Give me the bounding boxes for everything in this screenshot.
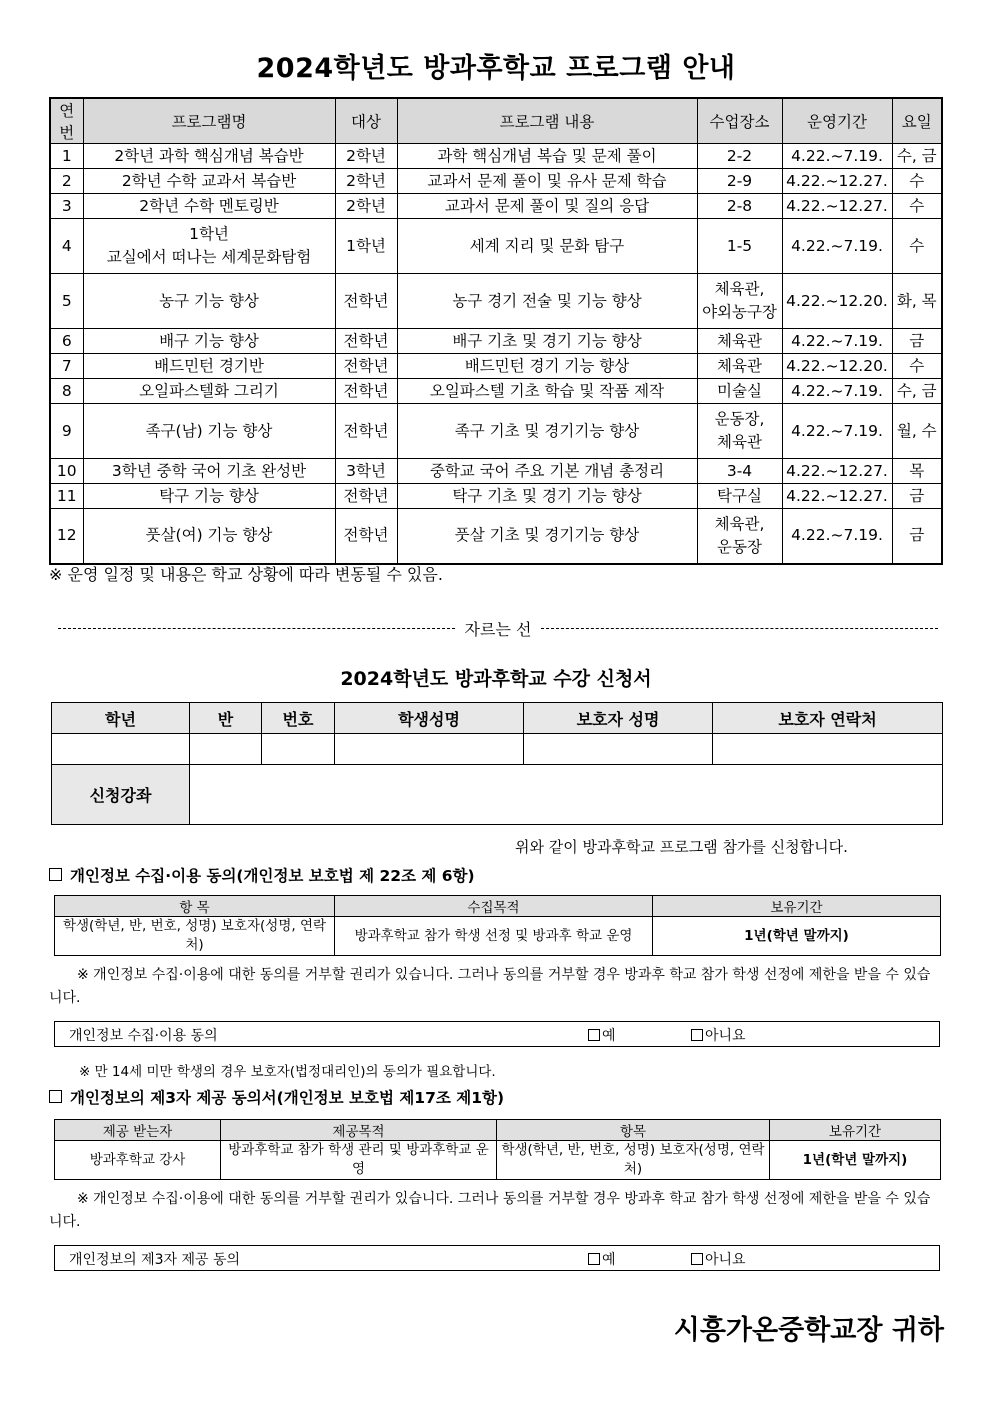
header-no: 연번 [50, 98, 83, 144]
privacy-collect-consent [54, 1021, 940, 1047]
header-period: 운영기간 [782, 98, 892, 144]
cell-place: 체육관 [697, 329, 782, 354]
cell-content: 오일파스텔 기초 학습 및 작품 제작 [397, 379, 697, 404]
header-purpose: 제공목적 [221, 1120, 497, 1141]
cell-target: 2학년 [335, 194, 397, 219]
cell-content: 탁구 기초 및 경기 기능 향상 [397, 484, 697, 509]
privacy-third-table [54, 1119, 941, 1180]
class-field[interactable] [190, 734, 262, 765]
header-item: 항목 [497, 1120, 770, 1141]
cell-target: 2학년 [335, 144, 397, 169]
third-yes-label: 예 [602, 1252, 616, 1268]
guardian-name-field[interactable] [524, 734, 713, 765]
checkbox-icon[interactable] [691, 1253, 703, 1265]
minor-note: ※ 만 14세 미만 학생의 경우 보호자(법정대리인)의 동의가 필요합니다. [79, 1064, 496, 1080]
cell-no: 9 [50, 404, 83, 459]
program-table [49, 97, 943, 565]
checkbox-icon[interactable] [691, 1029, 703, 1041]
cell-content: 교과서 문제 풀이 및 유사 문제 학습 [397, 169, 697, 194]
table-row [50, 219, 942, 274]
cell-target: 전학년 [335, 329, 397, 354]
collect-yes-label: 예 [602, 1028, 616, 1044]
privacy-collect-heading-text: 개인정보 수집·이용 동의(개인정보 보호법 제 22조 제 6항) [70, 867, 475, 885]
table-row [50, 379, 942, 404]
cell-place: 체육관, 야외농구장 [697, 274, 782, 329]
header-number: 번호 [262, 703, 335, 734]
privacy-third-notice: ※ 개인정보 수집·이용에 대한 동의를 거부할 권리가 있습니다. 그러나 동의를 거부할 경우 방과후 학교 참가 학생 선정에 제한을 받을 수 있습니다. [49, 1191, 931, 1230]
cell-content: 배드민턴 경기 기능 향상 [397, 354, 697, 379]
cell-period: 4.22.~12.27. [782, 169, 892, 194]
table-row [50, 404, 942, 459]
cell-content: 풋살 기초 및 경기기능 향상 [397, 509, 697, 564]
application-form [51, 702, 943, 825]
cell-period: 4.22.~12.27. [782, 484, 892, 509]
cell-day: 수, 금 [892, 144, 942, 169]
schedule-note: ※ 운영 일정 및 내용은 학교 상황에 따라 변동될 수 있음. [49, 565, 443, 584]
cell-period: 4.22.~7.19. [782, 329, 892, 354]
table-row [50, 144, 942, 169]
third-purpose: 방과후학교 참가 학생 관리 및 방과후학교 운영 [221, 1141, 497, 1180]
program-table-header [50, 98, 942, 144]
privacy-third-heading [49, 1086, 504, 1108]
header-class: 반 [190, 703, 262, 734]
cell-no: 10 [50, 459, 83, 484]
guardian-contact-field[interactable] [713, 734, 943, 765]
table-row [50, 484, 942, 509]
table-row [50, 509, 942, 564]
cell-day: 화, 목 [892, 274, 942, 329]
cell-content: 배구 기초 및 경기 기능 향상 [397, 329, 697, 354]
cell-period: 4.22.~12.27. [782, 194, 892, 219]
cell-place: 3-4 [697, 459, 782, 484]
third-item: 학생(학년, 반, 번호, 성명) 보호자(성명, 연락처) [497, 1141, 770, 1180]
cell-period: 4.22.~12.27. [782, 459, 892, 484]
cell-no: 5 [50, 274, 83, 329]
cell-day: 수, 금 [892, 379, 942, 404]
cell-place: 2-8 [697, 194, 782, 219]
checkbox-square-icon [49, 1090, 62, 1103]
cell-name: 2학년 수학 교과서 복습반 [83, 169, 335, 194]
cell-day: 수 [892, 219, 942, 274]
cell-content: 과학 핵심개념 복습 및 문제 풀이 [397, 144, 697, 169]
cell-name: 3학년 중학 국어 기초 완성반 [83, 459, 335, 484]
collect-no-option[interactable] [691, 1025, 746, 1045]
collect-purpose: 방과후학교 참가 학생 선정 및 방과후 학교 운영 [335, 917, 653, 956]
cell-day: 수 [892, 354, 942, 379]
cell-content: 교과서 문제 풀이 및 질의 응답 [397, 194, 697, 219]
header-purpose: 수집목적 [335, 896, 653, 917]
table-row [50, 274, 942, 329]
header-recipient: 제공 받는자 [55, 1120, 221, 1141]
cell-target: 전학년 [335, 404, 397, 459]
header-item: 항 목 [55, 896, 335, 917]
cell-name: 2학년 수학 멘토링반 [83, 194, 335, 219]
cell-target: 3학년 [335, 459, 397, 484]
cell-name: 배드민턴 경기반 [83, 354, 335, 379]
cell-no: 6 [50, 329, 83, 354]
cell-target: 전학년 [335, 509, 397, 564]
collect-retention: 1년(학년 말까지) [653, 917, 941, 956]
cell-day: 목 [892, 459, 942, 484]
cell-name: 농구 기능 향상 [83, 274, 335, 329]
privacy-collect-table [54, 895, 941, 956]
table-row [50, 329, 942, 354]
cell-place: 1-5 [697, 219, 782, 274]
application-title: 2024학년도 방과후학교 수강 신청서 [340, 668, 652, 690]
cell-place: 미술실 [697, 379, 782, 404]
cell-name: 배구 기능 향상 [83, 329, 335, 354]
privacy-third-consent-label: 개인정보의 제3자 제공 동의 [69, 1252, 241, 1268]
third-no-option[interactable] [691, 1249, 746, 1269]
cut-line-label: 자르는 선 [464, 620, 532, 639]
header-content: 프로그램 내용 [397, 98, 697, 144]
cell-no: 1 [50, 144, 83, 169]
cut-line [58, 617, 938, 640]
apply-statement: 위와 같이 방과후학교 프로그램 참가를 신청합니다. [515, 838, 848, 856]
cell-period: 4.22.~12.20. [782, 274, 892, 329]
cell-content: 족구 기초 및 경기기능 향상 [397, 404, 697, 459]
header-target: 대상 [335, 98, 397, 144]
cell-period: 4.22.~7.19. [782, 219, 892, 274]
cell-target: 1학년 [335, 219, 397, 274]
cell-name: 2학년 과학 핵심개념 복습반 [83, 144, 335, 169]
cell-no: 2 [50, 169, 83, 194]
page-title: 2024학년도 방과후학교 프로그램 안내 [256, 53, 736, 84]
cell-day: 금 [892, 509, 942, 564]
cell-place: 탁구실 [697, 484, 782, 509]
cell-target: 2학년 [335, 169, 397, 194]
header-place: 수업장소 [697, 98, 782, 144]
privacy-third-consent [54, 1245, 940, 1271]
privacy-collect-notice: ※ 개인정보 수집·이용에 대한 동의를 거부할 권리가 있습니다. 그러나 동의를 거부할 경우 방과후 학교 참가 학생 선정에 제한을 받을 수 있습니다. [49, 967, 931, 1006]
third-retention: 1년(학년 말까지) [770, 1141, 941, 1180]
privacy-collect-heading [49, 864, 475, 886]
cell-period: 4.22.~7.19. [782, 379, 892, 404]
number-field[interactable] [262, 734, 335, 765]
cell-period: 4.22.~12.20. [782, 354, 892, 379]
header-student-name: 학생성명 [335, 703, 524, 734]
table-row [50, 354, 942, 379]
cell-place: 체육관, 운동장 [697, 509, 782, 564]
cell-day: 금 [892, 484, 942, 509]
third-no-label: 아니요 [705, 1252, 746, 1268]
collect-yes-option[interactable] [588, 1025, 616, 1045]
cut-line-dash-left [58, 628, 455, 629]
third-yes-option[interactable] [588, 1249, 616, 1269]
cell-place: 2-2 [697, 144, 782, 169]
header-retention: 보유기간 [770, 1120, 941, 1141]
cell-period: 4.22.~7.19. [782, 144, 892, 169]
checkbox-square-icon [49, 868, 62, 881]
signature: 시흥가온중학교장 귀하 [673, 1315, 944, 1346]
third-recipient: 방과후학교 강사 [55, 1141, 221, 1180]
cell-no: 7 [50, 354, 83, 379]
privacy-collect-consent-label: 개인정보 수집·이용 동의 [69, 1028, 218, 1044]
cell-name: 오일파스텔화 그리기 [83, 379, 335, 404]
cut-line-dash-right [541, 628, 938, 629]
cell-day: 월, 수 [892, 404, 942, 459]
header-grade: 학년 [52, 703, 190, 734]
cell-content: 세계 지리 및 문화 탐구 [397, 219, 697, 274]
cell-target: 전학년 [335, 379, 397, 404]
cell-no: 8 [50, 379, 83, 404]
collect-item: 학생(학년, 반, 번호, 성명) 보호자(성명, 연락처) [55, 917, 335, 956]
cell-day: 수 [892, 194, 942, 219]
cell-name: 족구(남) 기능 향상 [83, 404, 335, 459]
collect-no-label: 아니요 [705, 1028, 746, 1044]
cell-no: 12 [50, 509, 83, 564]
cell-content: 중학교 국어 주요 기본 개념 총정리 [397, 459, 697, 484]
cell-period: 4.22.~7.19. [782, 404, 892, 459]
grade-field[interactable] [52, 734, 190, 765]
cell-period: 4.22.~7.19. [782, 509, 892, 564]
cell-no: 11 [50, 484, 83, 509]
cell-name: 1학년 교실에서 떠나는 세계문화탐험 [83, 219, 335, 274]
checkbox-icon[interactable] [588, 1253, 600, 1265]
cell-no: 4 [50, 219, 83, 274]
table-row [50, 169, 942, 194]
cell-target: 전학년 [335, 354, 397, 379]
cell-no: 3 [50, 194, 83, 219]
cell-name: 풋살(여) 기능 향상 [83, 509, 335, 564]
cell-target: 전학년 [335, 274, 397, 329]
cell-place: 2-9 [697, 169, 782, 194]
cell-place: 운동장, 체육관 [697, 404, 782, 459]
cell-day: 수 [892, 169, 942, 194]
table-row [50, 459, 942, 484]
header-day: 요일 [892, 98, 942, 144]
course-field[interactable] [190, 765, 943, 825]
cell-name: 탁구 기능 향상 [83, 484, 335, 509]
student-name-field[interactable] [335, 734, 524, 765]
checkbox-icon[interactable] [588, 1029, 600, 1041]
header-name: 프로그램명 [83, 98, 335, 144]
course-label: 신청강좌 [52, 765, 190, 825]
privacy-third-heading-text: 개인정보의 제3자 제공 동의서(개인정보 보호법 제17조 제1항) [70, 1089, 505, 1107]
cell-day: 금 [892, 329, 942, 354]
cell-place: 체육관 [697, 354, 782, 379]
header-retention: 보유기간 [653, 896, 941, 917]
table-row [50, 194, 942, 219]
header-guardian-name: 보호자 성명 [524, 703, 713, 734]
cell-content: 농구 경기 전술 및 기능 향상 [397, 274, 697, 329]
header-guardian-contact: 보호자 연락처 [713, 703, 943, 734]
cell-target: 전학년 [335, 484, 397, 509]
